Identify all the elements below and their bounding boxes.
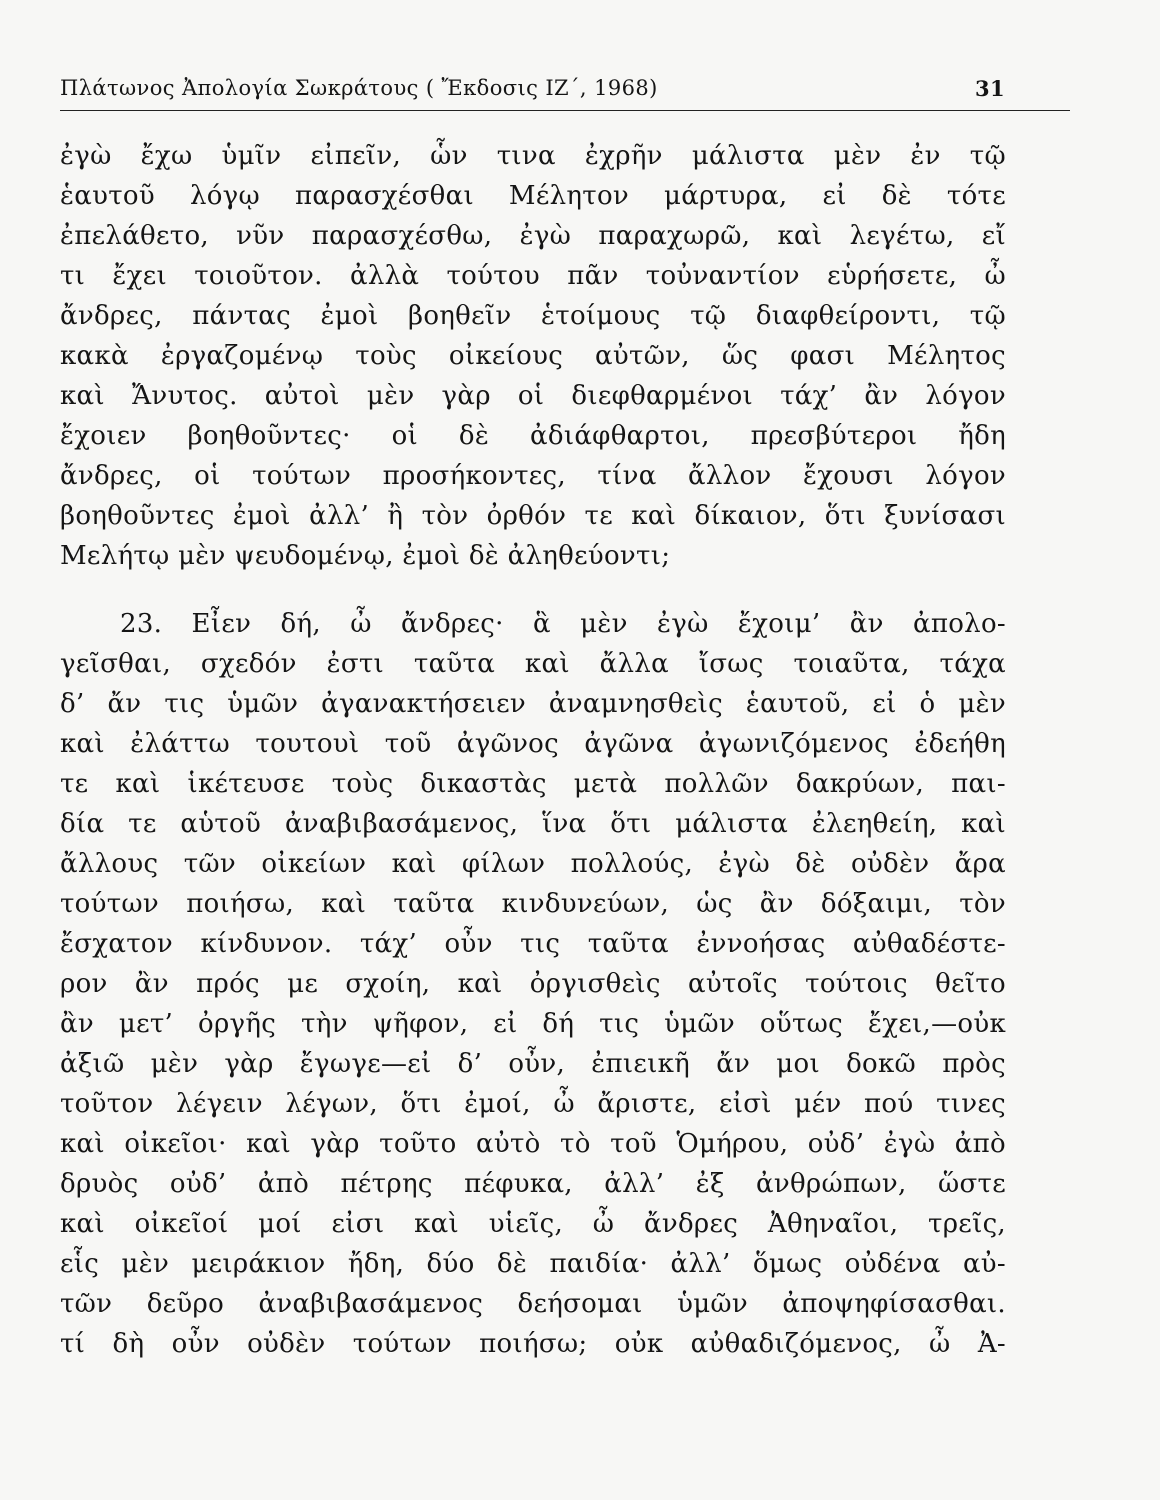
body-text (60, 136, 1006, 1364)
text-line: τούτων ποιήσω, καὶ ταῦτα κινδυνεύων, ὡς ἂν δόξαιμι, τὸν (60, 889, 1006, 919)
text-line: ἐγὼ ἔχω ὑμῖν εἰπεῖν, ὧν τινα ἐχρῆν μάλιστα μὲν ἐν τῷ (60, 141, 1006, 171)
text-line: εἷς μὲν μειράκιον ἤδη, δύο δὲ παιδία· ἀλλ’ ὅμως οὐδένα αὐ- (60, 1249, 1006, 1279)
text-line: κακὰ ἐργαζομένῳ τοὺς οἰκείους αὐτῶν, ὥς φασι Μέλητος (60, 341, 1006, 371)
text-line: βοηθοῦντες ἐμοὶ ἀλλ’ ἢ τὸν ὀρθόν τε καὶ δίκαιον, ὅτι ξυνίσασι (60, 501, 1006, 531)
text-line: καὶ οἰκεῖοι· καὶ γὰρ τοῦτο αὐτὸ τὸ τοῦ Ὁμήρου, οὐδ’ ἐγὼ ἀπὸ (60, 1129, 1006, 1159)
text-line: ρον ἂν πρός με σχοίη, καὶ ὀργισθεὶς αὐτοῖς τούτοις θεῖτο (60, 969, 1006, 999)
book-page (60, 70, 1070, 1470)
running-head-title: Πλάτωνος Ἀπολογία Σωκράτους ( Ἔκδοσις ΙΖ΄, 1968) (60, 76, 658, 100)
text-line: καὶ ἐλάττω τουτουὶ τοῦ ἀγῶνος ἀγῶνα ἀγωνιζόμενος ἐδεήθη (60, 729, 1006, 759)
paragraph-1 (60, 136, 1006, 576)
text-line: ἄνδρες, οἱ τούτων προσήκοντες, τίνα ἄλλον ἔχουσι λόγον (60, 461, 1006, 491)
page-number: 31 (974, 76, 1005, 101)
text-line: ἔσχατον κίνδυνον. τάχ’ οὖν τις ταῦτα ἐννοήσας αὐθαδέστε- (60, 929, 1006, 959)
text-line: ἐπελάθετο, νῦν παρασχέσθω, ἐγὼ παραχωρῶ, καὶ λεγέτω, εἴ (60, 221, 1006, 251)
text-line: τί δὴ οὖν οὐδὲν τούτων ποιήσω; οὐκ αὐθαδιζόμενος, ὦ Ἀ- (60, 1329, 1006, 1359)
text-line: ἄλλους τῶν οἰκείων καὶ φίλων πολλούς, ἐγὼ δὲ οὐδὲν ἄρα (60, 849, 1006, 879)
text-line: ἔχοιεν βοηθοῦντες· οἱ δὲ ἀδιάφθαρτοι, πρεσβύτεροι ἤδη (60, 421, 1006, 451)
text-line: δ’ ἄν τις ὑμῶν ἀγανακτήσειεν ἀναμνησθεὶς ἑαυτοῦ, εἰ ὁ μὲν (60, 689, 1006, 719)
text-line: δρυὸς οὐδ’ ἀπὸ πέτρης πέφυκα, ἀλλ’ ἐξ ἀνθρώπων, ὥστε (60, 1169, 1006, 1199)
paragraph-gap (60, 576, 1006, 604)
text-line: ἑαυτοῦ λόγῳ παρασχέσθαι Μέλητον μάρτυρα, εἰ δὲ τότε (60, 181, 1006, 211)
text-line: τε καὶ ἱκέτευσε τοὺς δικαστὰς μετὰ πολλῶν δακρύων, παι- (60, 769, 1006, 799)
text-line: ἄνδρες, πάντας ἐμοὶ βοηθεῖν ἑτοίμους τῷ διαφθείροντι, τῷ (60, 301, 1006, 331)
text-line: τι ἔχει τοιοῦτον. ἀλλὰ τούτου πᾶν τοὐναντίον εὑρήσετε, ὦ (60, 261, 1006, 291)
text-line: Μελήτῳ μὲν ψευδομένῳ, ἐμοὶ δὲ ἀληθεύοντι; (60, 541, 671, 571)
text-line: τοῦτον λέγειν λέγων, ὅτι ἐμοί, ὦ ἄριστε, εἰσὶ μέν πού τινες (60, 1089, 1006, 1119)
text-line: ἀξιῶ μὲν γὰρ ἔγωγε—εἰ δ’ οὖν, ἐπιεικῆ ἄν μοι δοκῶ πρὸς (60, 1049, 1006, 1079)
text-line: τῶν δεῦρο ἀναβιβασάμενος δεήσομαι ὑμῶν ἀποψηφίσασθαι. (60, 1289, 1006, 1319)
text-line: 23. Εἶεν δή, ὦ ἄνδρες· ἃ μὲν ἐγὼ ἔχοιμ’ ἂν ἀπολο- (120, 609, 1006, 639)
text-line: δία τε αὑτοῦ ἀναβιβασάμενος, ἵνα ὅτι μάλιστα ἐλεηθείη, καὶ (60, 809, 1006, 839)
running-head (60, 70, 1070, 111)
paragraph-2 (60, 604, 1006, 1364)
text-line: ἂν μετ’ ὀργῆς τὴν ψῆφον, εἰ δή τις ὑμῶν οὕτως ἔχει,—οὐκ (60, 1009, 1006, 1039)
text-line: καὶ Ἄνυτος. αὐτοὶ μὲν γὰρ οἱ διεφθαρμένοι τάχ’ ἂν λόγον (60, 381, 1006, 411)
text-line: γεῖσθαι, σχεδόν ἐστι ταῦτα καὶ ἄλλα ἴσως τοιαῦτα, τάχα (60, 649, 1006, 679)
text-line: καὶ οἰκεῖοί μοί εἰσι καὶ υἱεῖς, ὦ ἄνδρες Ἀθηναῖοι, τρεῖς, (60, 1209, 1006, 1239)
